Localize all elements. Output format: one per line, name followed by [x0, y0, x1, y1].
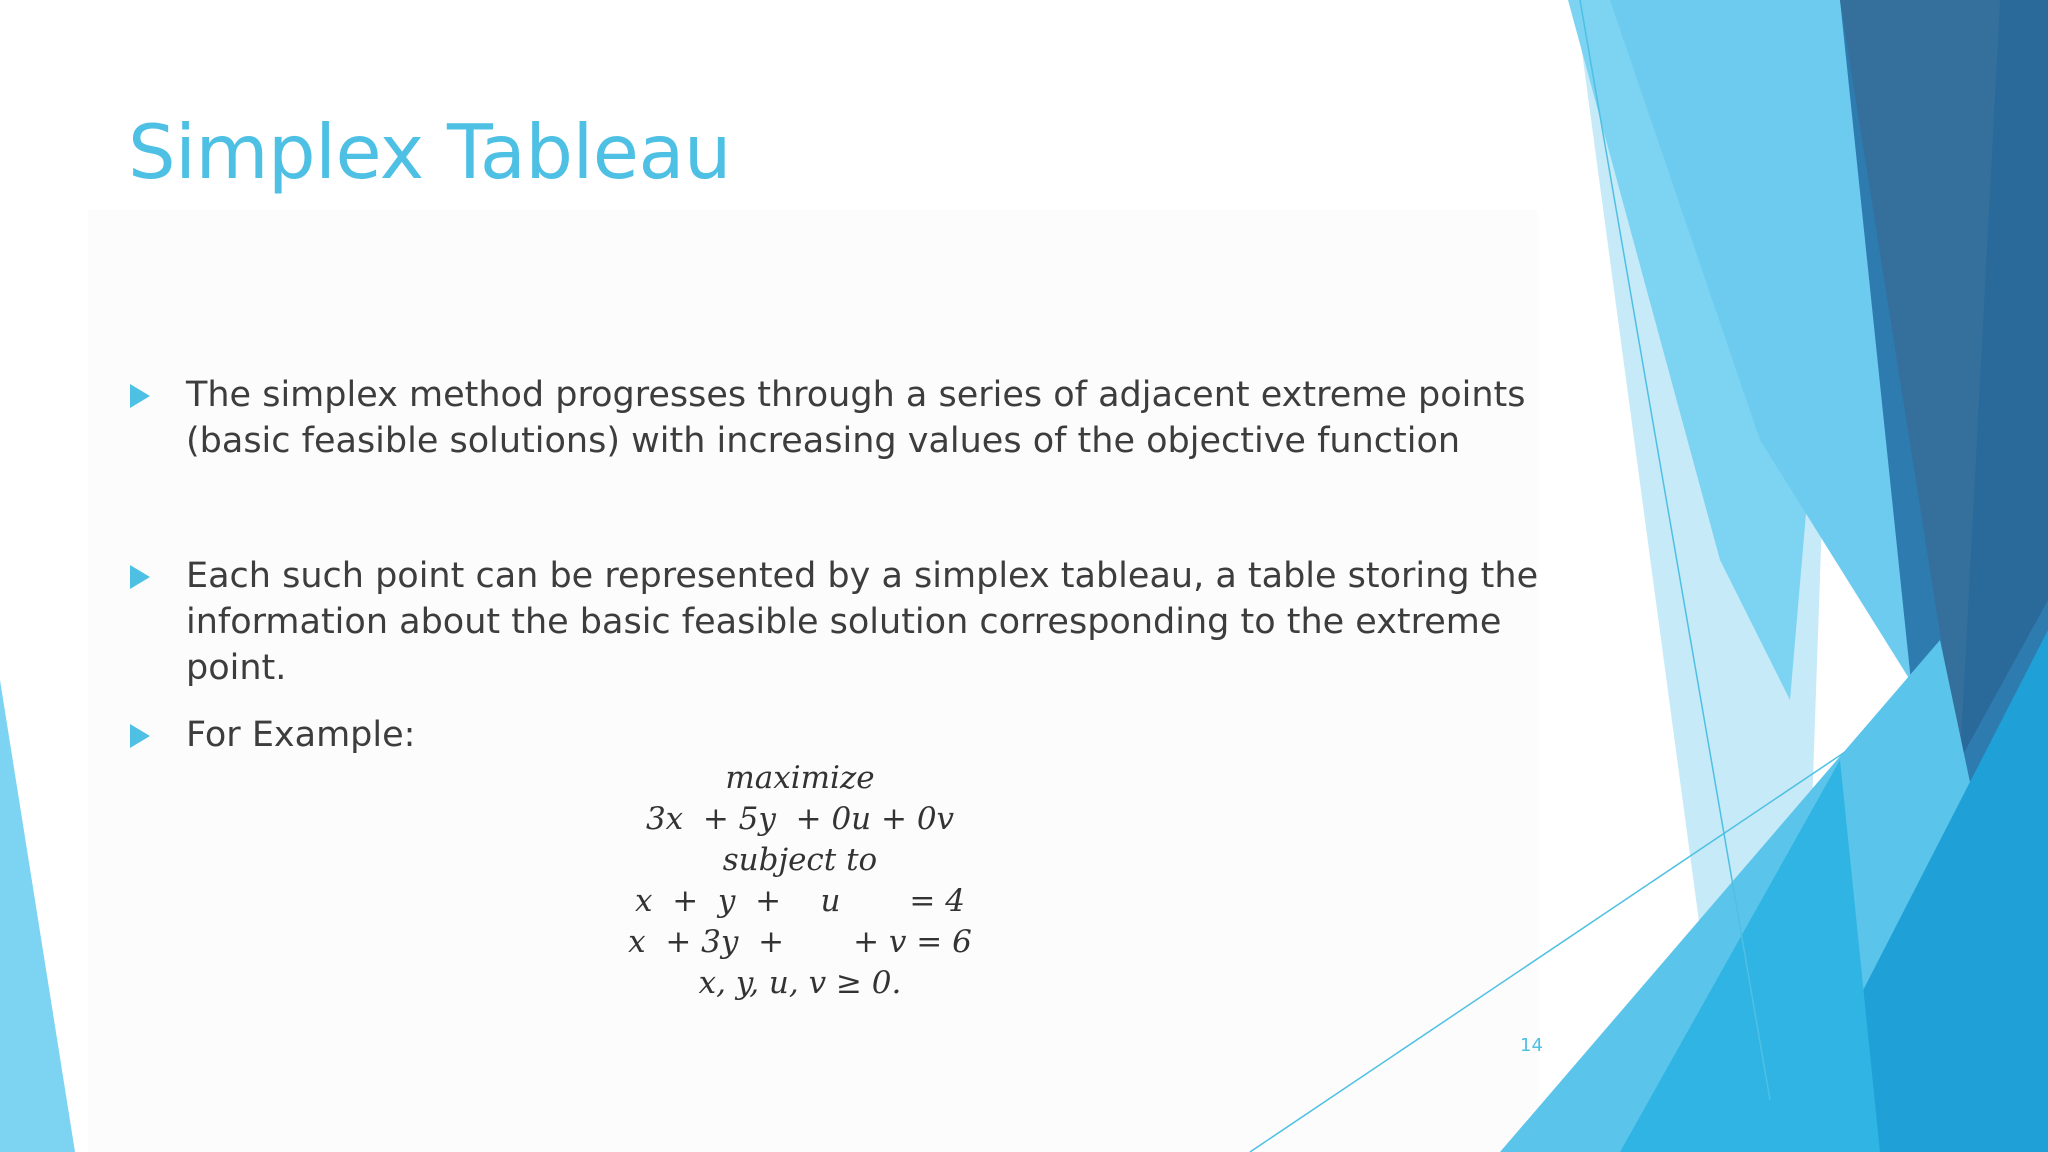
triangle-bullet-icon	[130, 384, 150, 408]
bullet-text	[186, 553, 1550, 691]
bullet-line: (basic feasible solutions) with increasing values of the objective function	[186, 421, 1461, 461]
math-line-objective: 3x + 5y + 0u + 0v	[645, 801, 955, 837]
bullet-item-1	[130, 372, 1550, 464]
bullet-line: For Example:	[186, 715, 416, 755]
math-line-objective-label: maximize	[725, 760, 875, 796]
bullet-text	[186, 372, 1550, 464]
lp-formulation	[600, 758, 1000, 1004]
math-line-constraints-label: subject to	[722, 842, 878, 878]
bullet-text	[186, 712, 1550, 758]
bullet-line: information about the basic feasible solution corresponding to the extreme	[186, 602, 1502, 642]
math-line-nonnegativity: x, y, u, v ≥ 0.	[698, 965, 902, 1001]
bullet-line: point.	[186, 648, 287, 688]
triangle-bullet-icon	[130, 724, 150, 748]
bullet-line: The simplex method progresses through a series of adjacent extreme points	[186, 375, 1526, 415]
page-title: Simplex Tableau	[128, 108, 731, 196]
bullet-item-3	[130, 712, 1550, 758]
triangle-bullet-icon	[130, 565, 150, 589]
math-line-constraint-2: x + 3y + + v = 6	[628, 924, 972, 960]
page-number: 14	[1520, 1035, 1543, 1056]
bullet-item-2	[130, 553, 1550, 691]
bullet-line: Each such point can be represented by a simplex tableau, a table storing the	[186, 556, 1539, 596]
math-line-constraint-1: x + y + u = 4	[635, 883, 965, 919]
left-accent-shape	[0, 680, 75, 1152]
